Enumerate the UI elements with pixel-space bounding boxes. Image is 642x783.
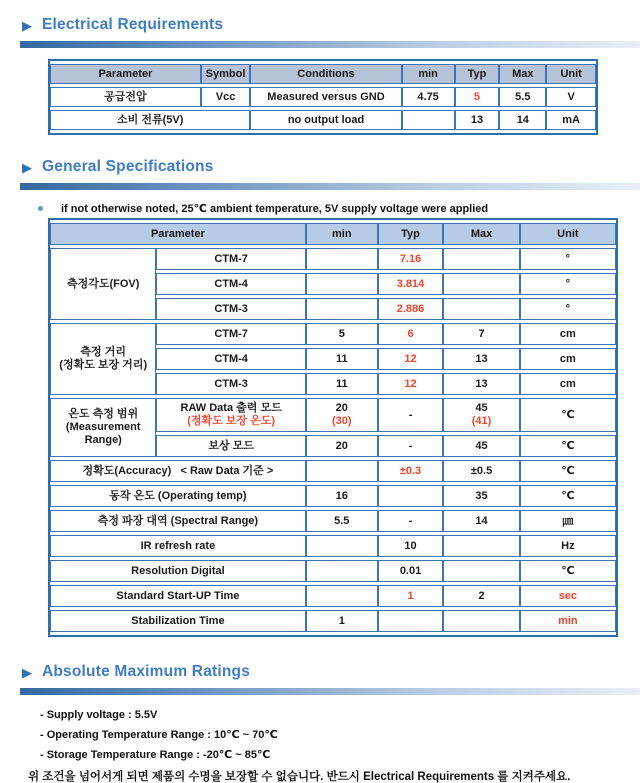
cell-typ: 3.814 [378,273,444,295]
cell-min: 11 [306,348,378,370]
cell-typ: 1 [378,585,444,607]
cell-typ: 2.886 [378,298,444,320]
section-title-absolute: Absolute Maximum Ratings [42,663,251,680]
cell-typ: 7.16 [378,248,444,270]
section-electrical-header [22,15,642,35]
cell-subparam: CTM-3 [156,298,305,320]
cell-max: 2 [443,585,519,607]
cell-min [306,535,378,557]
section-divider-bar [20,688,640,695]
row-ir-refresh-rate [50,535,616,557]
cell-max: 45 [443,435,519,457]
cell-unit: ° [520,298,616,320]
cell-unit: ℃ [520,460,616,482]
row-accuracy [50,460,616,482]
bullet-icon [38,206,43,211]
cell-unit: cm [520,323,616,345]
cell-max [443,298,519,320]
cell-max [443,398,519,432]
cell-typ: - [378,398,444,432]
row-startup-time [50,585,616,607]
max-line1: 45 [475,402,488,414]
header-max: Max [443,223,519,245]
cell-min [306,273,378,295]
row-stabilization-time [50,610,616,632]
cell-typ [378,610,444,632]
cell-typ: 10 [378,535,444,557]
cell-unit: cm [520,348,616,370]
min-line2: (30) [331,415,352,427]
row-fov-ctm7 [50,248,616,270]
table-header-row [50,64,596,84]
cell-parameter: IR refresh rate [50,535,306,557]
cell-unit: ℃ [520,435,616,457]
header-unit: Unit [520,223,616,245]
warning-text: 위 조건을 넘어서게 되면 제품의 수명을 보장할 수 없습니다. 반드시 Electrical Requirements 를 지켜주세요. [28,771,571,783]
cell-max [443,535,519,557]
cell-subparam: CTM-7 [156,248,305,270]
conditions-note [38,202,642,215]
cell-parameter [50,460,306,482]
cell-typ: - [378,510,444,532]
header-min: min [402,64,455,84]
row-supply-voltage [50,87,596,107]
row-raw-data-mode [50,398,616,432]
cell-unit: ℃ [520,485,616,507]
header-unit: Unit [546,64,596,84]
group-label-line2: (Measurement Range) [65,421,141,446]
cell-unit: sec [520,585,616,607]
cell-min: 4.75 [402,87,455,107]
header-max: Max [499,64,546,84]
cell-unit: ℃ [520,398,616,432]
cell-max: 35 [443,485,519,507]
section-arrow-icon: ▶ [22,664,32,680]
header-parameter: Parameter [50,64,201,84]
cell-parameter: 소비 전류(5V) [50,110,250,130]
cell-subparam: CTM-4 [156,273,305,295]
group-label-line2: (정확도 보장 거리) [59,359,148,371]
section-absolute-header [22,662,642,682]
row-current-consumption [50,110,596,130]
cell-min [402,110,455,130]
absolute-ratings-list [40,709,642,761]
cell-min: 11 [306,373,378,395]
cell-typ: ±0.3 [378,460,444,482]
cell-conditions: Measured versus GND [250,87,401,107]
cell-subparam [156,398,305,432]
cell-typ: 5 [455,87,500,107]
cell-min: 20 [306,435,378,457]
general-specifications-table [48,218,618,637]
cell-unit: cm [520,373,616,395]
header-conditions: Conditions [250,64,401,84]
cell-typ: - [378,435,444,457]
section-arrow-icon: ▶ [22,17,32,33]
cell-parameter: Standard Start-UP Time [50,585,306,607]
cell-min [306,248,378,270]
cell-max: 5.5 [499,87,546,107]
cell-min: 5.5 [306,510,378,532]
accuracy-label: 정확도(Accuracy) [82,465,172,477]
cell-typ: 12 [378,348,444,370]
accuracy-basis: < Raw Data 기준 > [180,465,274,477]
cell-subparam: 보상 모드 [156,435,305,457]
cell-group-distance [50,323,156,395]
cell-unit: V [546,87,596,107]
header-min: min [306,223,378,245]
cell-typ [378,485,444,507]
cell-parameter: 동작 온도 (Operating temp) [50,485,306,507]
cell-max [443,560,519,582]
cell-max [443,610,519,632]
cell-group-measurement-range [50,398,156,457]
row-distance-ctm7 [50,323,616,345]
section-title-electrical: Electrical Requirements [42,16,224,33]
cell-parameter: 측정 파장 대역 (Spectral Range) [50,510,306,532]
section-divider-bar [20,183,640,190]
row-operating-temp [50,485,616,507]
row-spectral-range [50,510,616,532]
cell-max: 14 [499,110,546,130]
section-general-header [22,157,642,177]
cell-conditions: no output load [250,110,401,130]
cell-typ: 12 [378,373,444,395]
cell-unit: ℃ [520,560,616,582]
cell-max [443,248,519,270]
cell-min [306,298,378,320]
cell-min: 5 [306,323,378,345]
electrical-table [48,59,598,135]
cell-subparam: CTM-7 [156,323,305,345]
cell-max [443,273,519,295]
cell-min: 16 [306,485,378,507]
cell-typ: 0.01 [378,560,444,582]
section-arrow-icon: ▶ [22,159,32,175]
cell-max: 7 [443,323,519,345]
cell-min [306,560,378,582]
cell-parameter: 공급전압 [50,87,201,107]
conditions-note-text: if not otherwise noted, 25℃ ambient temperature, 5V supply voltage were applied [61,203,489,215]
cell-min [306,460,378,482]
header-typ: Typ [378,223,444,245]
cell-max: 13 [443,348,519,370]
cell-min [306,398,378,432]
cell-unit: mA [546,110,596,130]
max-line2: (41) [471,415,492,427]
section-title-general: General Specifications [42,158,214,175]
cell-max: ±0.5 [443,460,519,482]
cell-unit: ㎛ [520,510,616,532]
cell-typ: 6 [378,323,444,345]
cell-unit: ° [520,273,616,295]
rating-storage-temp: - Storage Temperature Range : -20℃ ~ 85℃ [40,749,271,761]
subparam-line1: RAW Data 출력 모드 [180,402,282,414]
cell-unit: Hz [520,535,616,557]
table-header-row [50,223,616,245]
cell-min [306,585,378,607]
group-label-line1: 온도 측정 범위 [68,408,139,420]
section-divider-bar [20,41,640,48]
cell-symbol: Vcc [201,87,251,107]
min-line1: 20 [335,402,348,414]
cell-typ: 13 [455,110,500,130]
group-label-line1: 측정 거리 [80,346,126,358]
header-parameter: Parameter [50,223,306,245]
cell-subparam: CTM-4 [156,348,305,370]
cell-max: 13 [443,373,519,395]
row-resolution-digital [50,560,616,582]
cell-unit: ° [520,248,616,270]
cell-parameter: Stabilization Time [50,610,306,632]
cell-group-fov: 측정각도(FOV) [50,248,156,320]
header-typ: Typ [455,64,500,84]
cell-parameter: Resolution Digital [50,560,306,582]
cell-max: 14 [443,510,519,532]
cell-min: 1 [306,610,378,632]
header-symbol: Symbol [201,64,251,84]
subparam-line2: (정확도 보장 온도) [187,415,276,427]
rating-operating-temp: - Operating Temperature Range : 10℃ ~ 70℃ [40,729,278,741]
cell-subparam: CTM-3 [156,373,305,395]
cell-unit: min [520,610,616,632]
rating-supply-voltage: - Supply voltage : 5.5V [40,709,158,721]
